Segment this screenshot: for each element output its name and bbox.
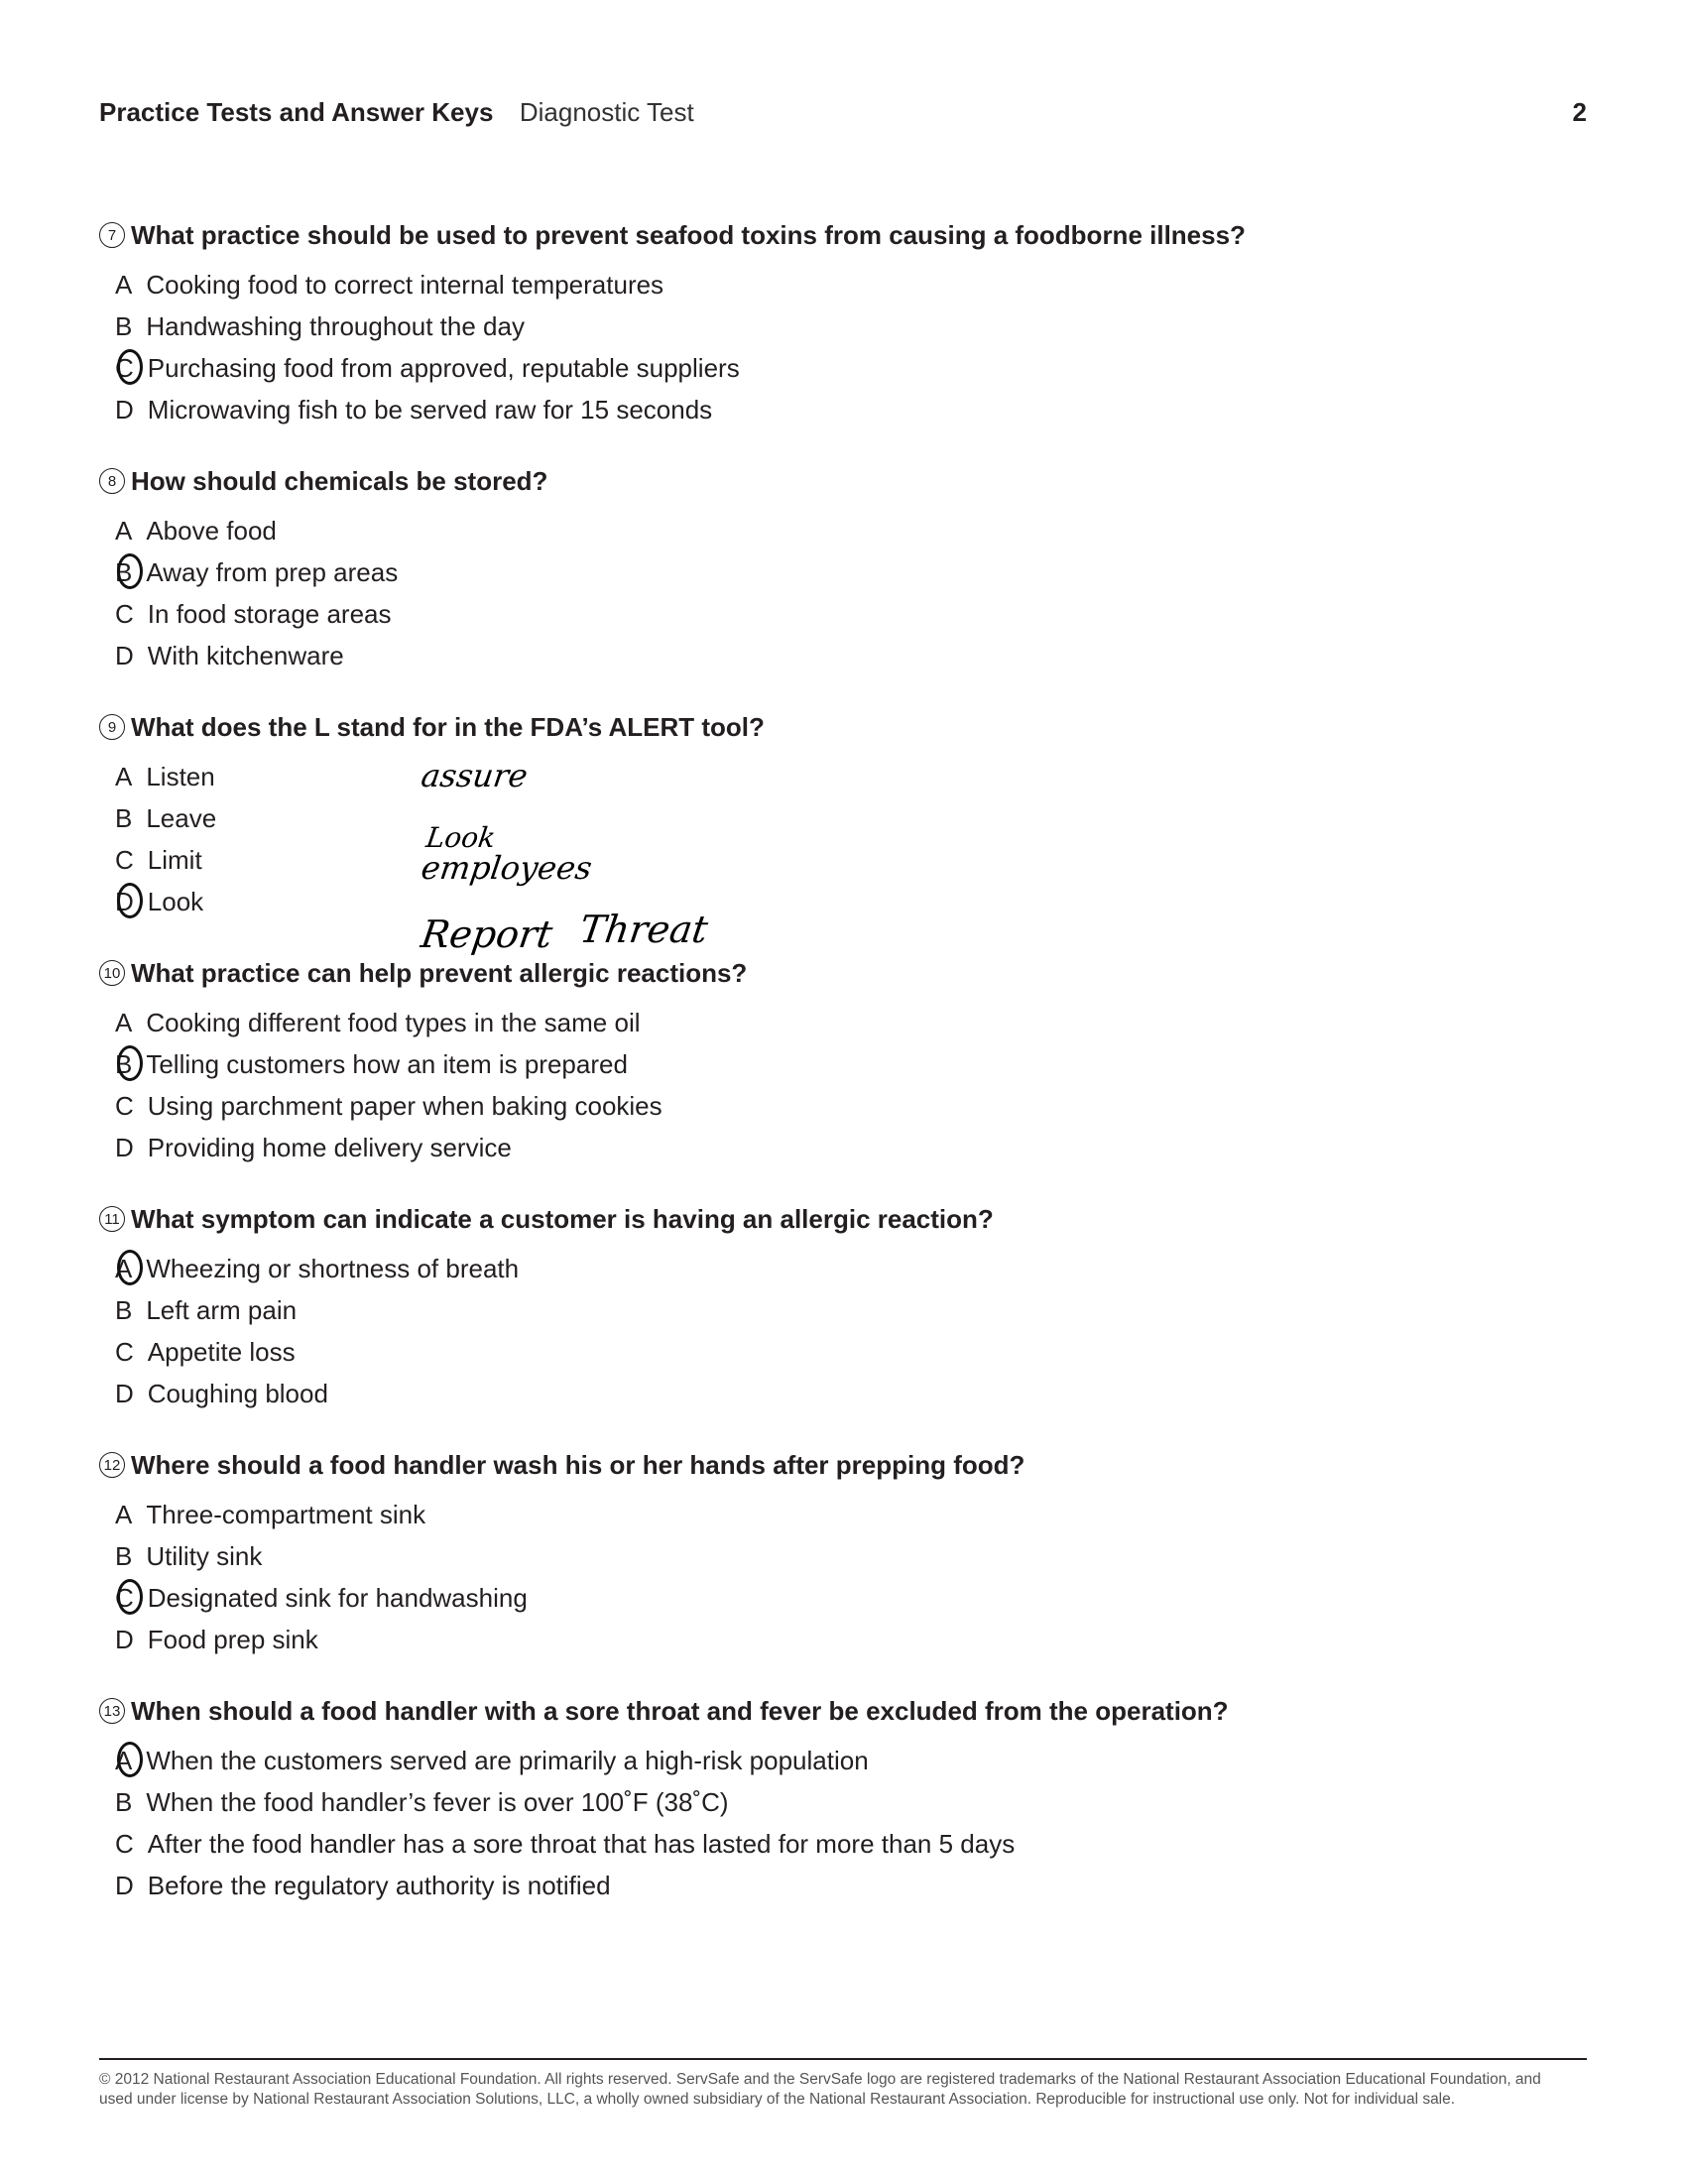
answer-option-a[interactable]	[99, 1494, 1587, 1535]
question-stem	[99, 1448, 1587, 1482]
question-number: 10	[99, 960, 125, 986]
option-letter: D	[115, 1870, 134, 1900]
option-letter: D	[115, 1624, 134, 1654]
question-stem	[99, 1202, 1587, 1236]
question-text: When should a food handler with a sore throat and fever be excluded from the operation?	[131, 1695, 1229, 1726]
circled-answer-mark	[117, 1742, 143, 1777]
question-10	[99, 956, 1587, 1168]
option-text: Designated sink for handwashing	[147, 1582, 528, 1613]
option-text: Handwashing throughout the day	[146, 310, 525, 341]
option-text: Cooking different food types in the same oil	[146, 1007, 641, 1037]
option-letter: C	[115, 598, 134, 629]
answer-option-c[interactable]	[99, 1577, 1587, 1619]
answer-option-a[interactable]	[99, 1002, 1587, 1043]
answer-option-a[interactable]	[99, 510, 1587, 551]
option-text: Coughing blood	[147, 1378, 328, 1408]
option-text: Three-compartment sink	[146, 1499, 426, 1529]
option-text: Using parchment paper when baking cookies	[147, 1090, 662, 1121]
page-header	[99, 97, 1587, 131]
question-number: 7	[99, 222, 125, 248]
answer-choices	[99, 1248, 1587, 1414]
question-stem	[99, 218, 1587, 252]
option-letter: A	[115, 269, 133, 300]
option-text: Listen	[146, 761, 215, 791]
option-letter: C	[115, 1828, 134, 1859]
answer-option-c[interactable]	[99, 347, 1587, 389]
answer-option-d[interactable]	[99, 881, 1587, 922]
question-12	[99, 1448, 1587, 1660]
option-text: With kitchenware	[147, 640, 344, 670]
option-letter: D	[115, 394, 134, 425]
answer-option-c[interactable]	[99, 1331, 1587, 1373]
option-letter: D	[115, 640, 134, 670]
answer-option-a[interactable]	[99, 1740, 1587, 1781]
option-text: Above food	[146, 515, 277, 546]
option-letter: A	[115, 1499, 133, 1529]
option-text: Providing home delivery service	[147, 1132, 512, 1162]
document-title: Practice Tests and Answer Keys	[99, 97, 494, 127]
question-number: 13	[99, 1698, 125, 1724]
question-text: What does the L stand for in the FDA’s ALERT tool?	[131, 711, 765, 742]
answer-option-b[interactable]	[99, 1781, 1587, 1823]
answer-option-d[interactable]	[99, 1619, 1587, 1660]
option-letter: A	[115, 761, 133, 791]
option-text: Leave	[146, 802, 217, 833]
answer-choices	[99, 1002, 1587, 1168]
option-text: Food prep sink	[147, 1624, 318, 1654]
circled-answer-mark	[117, 553, 143, 589]
circled-answer-mark	[117, 1250, 143, 1285]
option-text: Telling customers how an item is prepared	[146, 1048, 628, 1079]
copyright-footer	[99, 2058, 1587, 2110]
answer-option-b[interactable]	[99, 551, 1587, 593]
option-text: Left arm pain	[146, 1294, 298, 1325]
answer-choices	[99, 1740, 1587, 1906]
option-letter: A	[115, 1253, 133, 1283]
answer-option-d[interactable]	[99, 635, 1587, 676]
answer-choices	[99, 1494, 1587, 1660]
option-text: Before the regulatory authority is notified	[147, 1870, 611, 1900]
option-text: When the customers served are primarily a high-risk population	[146, 1745, 869, 1775]
option-letter: B	[115, 802, 133, 833]
question-stem	[99, 956, 1587, 990]
option-text: When the food handler’s fever is over 100˚F (38˚C)	[146, 1786, 729, 1817]
question-stem	[99, 1694, 1587, 1728]
question-text: What symptom can indicate a customer is having an allergic reaction?	[131, 1203, 994, 1234]
option-text: Away from prep areas	[146, 556, 399, 587]
option-text: Purchasing food from approved, reputable suppliers	[147, 352, 740, 383]
answer-option-c[interactable]	[99, 1085, 1587, 1127]
question-text: How should chemicals be stored?	[131, 465, 548, 496]
question-7	[99, 218, 1587, 430]
option-text: Appetite loss	[147, 1336, 296, 1367]
option-text: Utility sink	[146, 1540, 263, 1571]
circled-answer-mark	[117, 1045, 143, 1081]
option-letter: B	[115, 556, 133, 587]
option-letter: B	[115, 1294, 133, 1325]
question-stem	[99, 710, 1587, 744]
question-text: What practice can help prevent allergic reactions?	[131, 957, 748, 988]
option-letter: B	[115, 1048, 133, 1079]
option-text: Microwaving fish to be served raw for 15 seconds	[147, 394, 713, 425]
option-letter: B	[115, 310, 133, 341]
option-text: After the food handler has a sore throat that has lasted for more than 5 days	[147, 1828, 1016, 1859]
handwritten-note-employees: employees	[419, 849, 595, 887]
answer-option-a[interactable]	[99, 756, 1587, 797]
answer-option-b[interactable]	[99, 1535, 1587, 1577]
question-stem	[99, 464, 1587, 498]
question-number: 8	[99, 468, 125, 494]
answer-option-b[interactable]	[99, 1289, 1587, 1331]
circled-answer-mark	[117, 883, 143, 918]
answer-choices	[99, 756, 1587, 922]
answer-option-c[interactable]	[99, 839, 1587, 881]
answer-choices	[99, 264, 1587, 430]
answer-option-a[interactable]	[99, 264, 1587, 305]
copyright-line-1: © 2012 National Restaurant Association Educational Foundation. All rights reserved. ServSafe and the ServSafe logo are registered trademarks of the National Restaurant Association Educational Foundation, and	[99, 2071, 1541, 2088]
question-text: Where should a food handler wash his or her hands after prepping food?	[131, 1449, 1025, 1480]
answer-choices	[99, 510, 1587, 676]
question-8	[99, 464, 1587, 676]
page-number: 2	[1572, 97, 1587, 127]
option-letter: D	[115, 886, 134, 916]
option-text: Limit	[147, 844, 202, 875]
answer-option-d[interactable]	[99, 1127, 1587, 1168]
option-letter: A	[115, 1007, 133, 1037]
option-letter: D	[115, 1132, 134, 1162]
option-letter: C	[115, 352, 134, 383]
option-text: In food storage areas	[147, 598, 392, 629]
question-13	[99, 1694, 1587, 1906]
answer-option-d[interactable]	[99, 1865, 1587, 1906]
handwritten-note-look: Look	[423, 821, 498, 854]
option-letter: C	[115, 1090, 134, 1121]
answer-option-c[interactable]	[99, 1823, 1587, 1865]
question-number: 9	[99, 714, 125, 740]
option-letter: A	[115, 515, 133, 546]
option-letter: B	[115, 1786, 133, 1817]
answer-option-b[interactable]	[99, 305, 1587, 347]
document-subtitle: Diagnostic Test	[519, 97, 694, 127]
option-text: Cooking food to correct internal temperatures	[146, 269, 664, 300]
option-text: Look	[147, 886, 204, 916]
question-text: What practice should be used to prevent seafood toxins from causing a foodborne illness?	[131, 219, 1246, 250]
option-letter: A	[115, 1745, 133, 1775]
option-letter: D	[115, 1378, 134, 1408]
handwritten-note-assure: assure	[419, 757, 531, 794]
question-number: 11	[99, 1206, 125, 1232]
circled-answer-mark	[117, 349, 143, 385]
circled-answer-mark	[117, 1579, 143, 1615]
handwritten-note-threat: Threat	[576, 908, 711, 951]
option-letter: B	[115, 1540, 133, 1571]
answer-option-b[interactable]	[99, 797, 1587, 839]
question-number: 12	[99, 1452, 125, 1478]
question-11	[99, 1202, 1587, 1414]
answer-option-c[interactable]	[99, 593, 1587, 635]
answer-option-d[interactable]	[99, 1373, 1587, 1414]
handwritten-note-report: Report	[418, 912, 555, 956]
option-letter: C	[115, 1582, 134, 1613]
answer-option-b[interactable]	[99, 1043, 1587, 1085]
answer-option-a[interactable]	[99, 1248, 1587, 1289]
question-9	[99, 710, 1587, 922]
option-letter: C	[115, 844, 134, 875]
answer-option-d[interactable]	[99, 389, 1587, 430]
copyright-line-2: used under license by National Restaurant Association Solutions, LLC, a wholly owned subsidiary of the National Restaurant Association. Reproducible for instructional use only. Not for individual sale.	[99, 2091, 1456, 2108]
option-letter: C	[115, 1336, 134, 1367]
option-text: Wheezing or shortness of breath	[146, 1253, 520, 1283]
